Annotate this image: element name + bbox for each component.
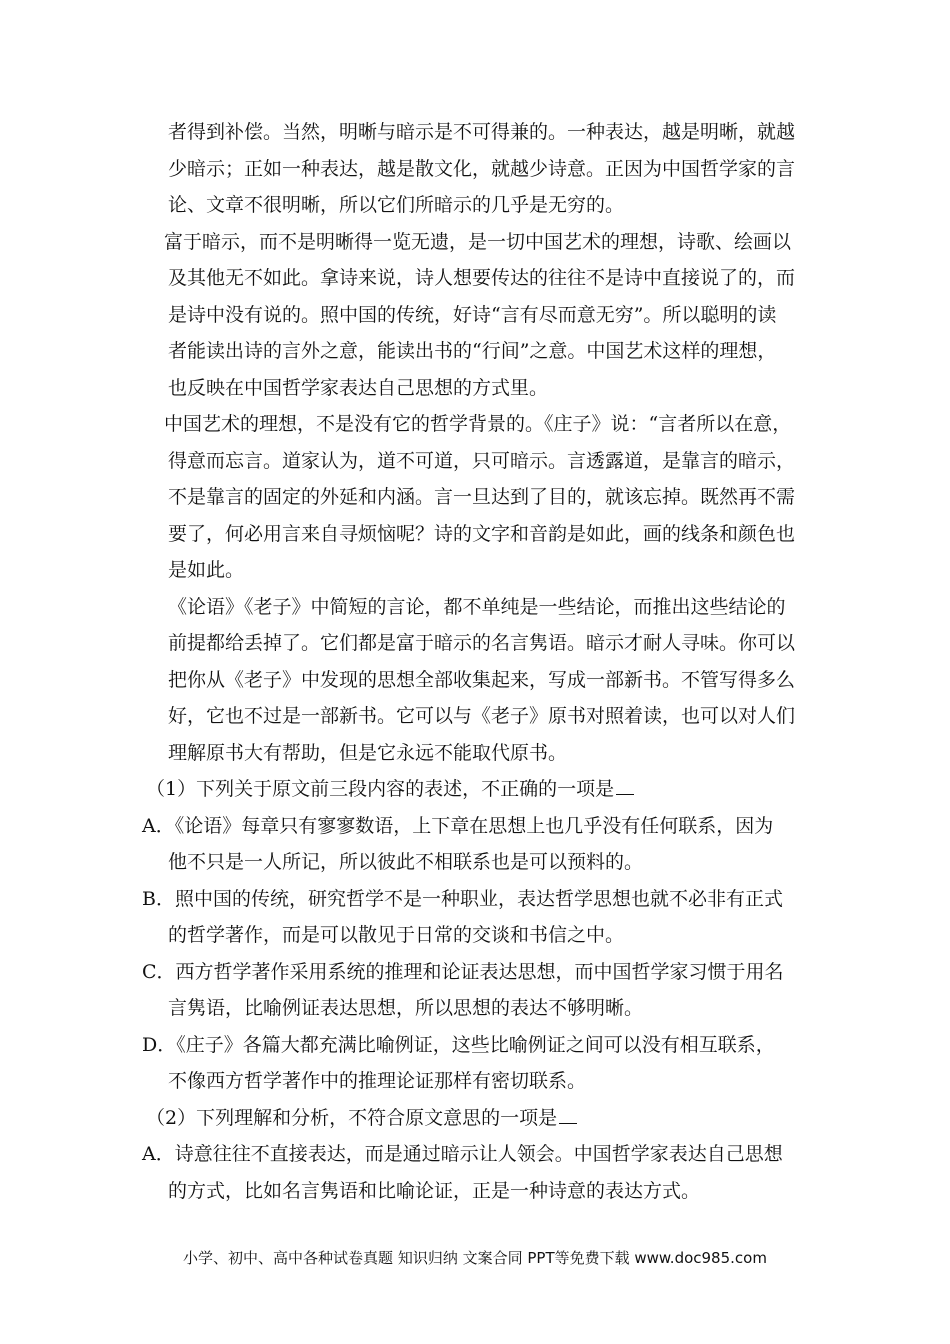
paragraph-1	[142, 114, 832, 224]
text-line: 者能读出诗的言外之意，能读出书的“行间”之意。中国艺术这样的理想，	[168, 340, 777, 362]
text-line: 《论语》《老子》中简短的言论，都不单纯是一些结论，而推出这些结论的	[168, 595, 786, 618]
question-2	[142, 1100, 832, 1210]
option-c-cont: 言隽语，比喻例证表达思想，所以思想的表达不够明晰。	[168, 997, 644, 1019]
document-body	[142, 114, 832, 1209]
text-line: 者得到补偿。当然，明晰与暗示是不可得兼的。一种表达，越是明晰，就越	[168, 121, 796, 143]
text-line: 富于暗示，而不是明晰得一览无遗，是一切中国艺术的理想，诗歌、绘画以	[164, 230, 792, 253]
question-stem-text: （2）下列理解和分析，不符合原文意思的一项是	[146, 1106, 558, 1129]
text-line: 及其他无不如此。拿诗来说，诗人想要传达的往往不是诗中直接说了的，而	[168, 267, 796, 289]
option-b: B．照中国的传统，研究哲学不是一种职业，表达哲学思想也就不必非有正式	[142, 887, 783, 910]
text-line: 少暗示；正如一种表达，越是散文化，就越少诗意。正因为中国哲学家的言	[168, 157, 796, 180]
text-line: 要了，何必用言来自寻烦恼呢？诗的文字和音韵是如此，画的线条和颜色也	[168, 522, 796, 545]
text-line: 是如此。	[168, 559, 245, 581]
text-line: 不是靠言的固定的外延和内涵。言一旦达到了目的，就该忘掉。既然再不需	[168, 486, 796, 508]
option-b-cont: 的哲学著作，而是可以散见于日常的交谈和书信之中。	[168, 924, 625, 946]
paragraph-3	[142, 406, 832, 589]
question-stem	[142, 1100, 832, 1137]
question-1	[142, 771, 832, 1100]
text-line: 把你从《老子》中发现的思想全部收集起来，写成一部新书。不管写得多么	[168, 668, 796, 691]
option-d: D．《庄子》各篇大都充满比喻例证，这些比喻例证之间可以没有相互联系，	[142, 1033, 775, 1056]
text-line: 中国艺术的理想，不是没有它的哲学背景的。《庄子》说：“言者所以在意，	[164, 413, 792, 435]
answer-blank	[616, 793, 634, 795]
question-stem	[142, 771, 832, 808]
page-footer: 小学、初中、高中各种试卷真题 知识归纳 文案合同 PPT等免费下载 www.doc985.com	[183, 1249, 767, 1267]
question-stem-text: （1）下列关于原文前三段内容的表述，不正确的一项是	[146, 778, 615, 800]
option-a-cont: 的方式，比如名言隽语和比喻论证，正是一种诗意的表达方式。	[168, 1179, 701, 1202]
option-c: C．西方哲学著作采用系统的推理和论证表达思想，而中国哲学家习惯于用名	[142, 960, 784, 983]
text-line: 也反映在中国哲学家表达自己思想的方式里。	[168, 376, 549, 399]
option-a-cont: 他不只是一人所记，所以彼此不相联系也是可以预料的。	[168, 851, 644, 873]
text-line: 得意而忘言。道家认为，道不可道，只可暗示。言透露道，是靠言的暗示，	[168, 449, 796, 472]
text-line: 是诗中没有说的。照中国的传统，好诗“言有尽而意无穷”。所以聪明的读	[168, 303, 777, 326]
text-line: 好，它也不过是一部新书。它可以与《老子》原书对照着读，也可以对人们	[168, 705, 796, 727]
paragraph-2	[142, 224, 832, 407]
option-a: A．《论语》每章只有寥寥数语，上下章在思想上也几乎没有任何联系，因为	[142, 814, 774, 837]
text-line: 理解原书大有帮助，但是它永远不能取代原书。	[168, 741, 568, 764]
paragraph-4	[142, 589, 832, 772]
answer-blank	[559, 1122, 577, 1124]
text-line: 前提都给丢掉了。它们都是富于暗示的名言隽语。暗示才耐人寻味。你可以	[168, 632, 796, 654]
text-line: 论、文章不很明晰，所以它们所暗示的几乎是无穷的。	[168, 194, 625, 216]
option-d-cont: 不像西方哲学著作中的推理论证那样有密切联系。	[168, 1070, 587, 1092]
option-a: A．诗意往往不直接表达，而是通过暗示让人领会。中国哲学家表达自己思想	[142, 1143, 783, 1165]
